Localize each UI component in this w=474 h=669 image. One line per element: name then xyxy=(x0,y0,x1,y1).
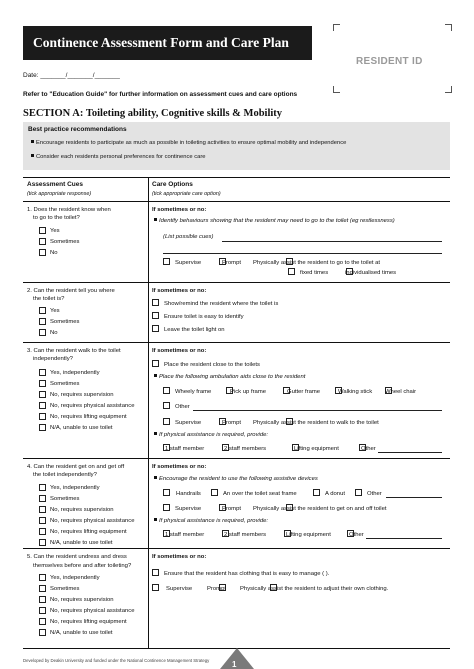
q3-aid-label: Pick up frame xyxy=(230,389,267,395)
q4-question: the toilet independently? xyxy=(33,472,97,478)
q3-option-label: No, requires lifting equipment xyxy=(50,414,127,420)
q3-other2-label: Other xyxy=(361,446,376,452)
q1-yes-checkbox[interactable] xyxy=(39,227,46,234)
bullet-icon xyxy=(154,374,157,377)
q3-aids-label: Place the following ambulation aids close to the resident xyxy=(154,374,305,380)
best-practice-heading: Best practice recommendations xyxy=(28,126,127,133)
q5-option-label: N/A, unable to use toilet xyxy=(50,630,113,636)
q3-if-label: If sometimes or no: xyxy=(152,348,207,354)
q4-other-line[interactable] xyxy=(386,497,442,498)
q2-care-label: Ensure toilet is easy to identify xyxy=(164,314,244,320)
q3-staff2-label: 2 staff members xyxy=(224,446,267,452)
best-practice-item: Encourage residents to participate as much as possible in toileting activities to ensure optimal mobility and independence xyxy=(31,140,346,146)
row-divider xyxy=(23,282,450,283)
crop-mark xyxy=(445,86,452,93)
q2-sometimes-checkbox[interactable] xyxy=(39,318,46,325)
q4-device-label: An over the toilet seat frame xyxy=(223,491,297,497)
q5-option-label: No, requires physical assistance xyxy=(50,608,135,614)
q5-option-checkbox[interactable] xyxy=(39,585,46,592)
bullet-icon xyxy=(31,140,34,143)
q1-question: to go to the toilet? xyxy=(33,215,80,221)
q3-aid-checkbox[interactable] xyxy=(163,387,170,394)
footer-credit: Developed by Deakin University and funded under the National Continence Management Strategy xyxy=(23,658,210,663)
q4-physical-label: Physically assist the resident to get on and off toilet xyxy=(253,506,387,512)
q3-staff1-label: 1 staff member xyxy=(165,446,205,452)
q1-sometimes-checkbox[interactable] xyxy=(39,238,46,245)
q5-physical-label: Physically assist the resident to adjust their own clothing. xyxy=(240,586,389,592)
best-practice-item: Consider each residents personal preferences for continence care xyxy=(31,154,206,160)
form-title: Continence Assessment Form and Care Plan xyxy=(23,26,312,60)
q3-aid-label: Gutter frame xyxy=(287,389,321,395)
q1-identify: Identify behaviours showing that the resident may need to go to the toilet (eg restlessness) xyxy=(154,218,395,224)
q5-question: 5. Can the resident undress and dress xyxy=(27,554,127,560)
row-divider xyxy=(23,458,450,459)
q3-option-checkbox[interactable] xyxy=(39,369,46,376)
q1-cues-line[interactable] xyxy=(163,253,442,254)
q2-option-label: Yes xyxy=(50,308,60,314)
q3-option-label: Sometimes xyxy=(50,381,80,387)
row-divider xyxy=(23,548,450,549)
q2-care-label: Show/remind the resident where the toilet is xyxy=(164,301,279,307)
q5-option-label: Sometimes xyxy=(50,586,80,592)
page-tab xyxy=(220,648,254,669)
q5-supervise-label: Supervise xyxy=(166,586,193,592)
q3-other-label: Other xyxy=(175,404,190,410)
q4-if-label: If sometimes or no: xyxy=(152,464,207,470)
q2-care-label: Leave the toilet light on xyxy=(164,327,225,333)
q1-supervise-checkbox[interactable] xyxy=(163,258,170,265)
bullet-icon xyxy=(154,476,157,479)
q5-clothing-checkbox[interactable] xyxy=(152,569,159,576)
q3-option-checkbox[interactable] xyxy=(39,391,46,398)
q5-option-checkbox[interactable] xyxy=(39,607,46,614)
q5-question: themselves before and after toileting? xyxy=(33,563,132,569)
best-practice-box xyxy=(23,122,450,170)
q1-physical-label: Physically assist the resident to go to the toilet at xyxy=(253,260,381,266)
q4-option-checkbox[interactable] xyxy=(39,539,46,546)
q4-device-checkbox[interactable] xyxy=(163,489,170,496)
q4-option-checkbox[interactable] xyxy=(39,528,46,535)
q4-option-label: No, requires lifting equipment xyxy=(50,529,127,535)
q4-option-label: No, requires physical assistance xyxy=(50,518,135,524)
q4-option-label: Yes, independently xyxy=(50,485,100,491)
q2-if-label: If sometimes or no: xyxy=(152,288,207,294)
q4-option-label: Sometimes xyxy=(50,496,80,502)
section-a-heading: SECTION A: Toileting ability, Cognitive skills & Mobility xyxy=(23,108,283,119)
q1-individual-label: individualised times xyxy=(345,270,397,276)
q1-fixed-label: fixed times xyxy=(300,270,329,276)
bullet-icon xyxy=(154,518,157,521)
q3-lifting-label: Lifting equipment xyxy=(294,446,339,452)
bullet-icon xyxy=(154,432,157,435)
q5-option-checkbox[interactable] xyxy=(39,629,46,636)
bullet-icon xyxy=(154,218,157,221)
q3-supervise-label: Supervise xyxy=(175,420,202,426)
q1-question: 1. Does the resident know when xyxy=(27,207,111,213)
q4-option-checkbox[interactable] xyxy=(39,495,46,502)
q3-option-label: No, requires supervision xyxy=(50,392,114,398)
q2-yes-checkbox[interactable] xyxy=(39,307,46,314)
q4-option-checkbox[interactable] xyxy=(39,484,46,491)
crop-mark xyxy=(333,24,340,31)
q4-option-label: No, requires supervision xyxy=(50,507,114,513)
q1-no-checkbox[interactable] xyxy=(39,249,46,256)
q5-option-checkbox[interactable] xyxy=(39,618,46,625)
care-header: Care Options xyxy=(152,181,193,188)
q3-aid-label: Wheely frame xyxy=(175,389,212,395)
q3-option-label: N/A, unable to use toilet xyxy=(50,425,113,431)
q4-other2-label: Other xyxy=(349,532,364,538)
q1-cues-line[interactable] xyxy=(222,241,442,242)
q5-option-checkbox[interactable] xyxy=(39,574,46,581)
q2-no-checkbox[interactable] xyxy=(39,329,46,336)
bullet-icon xyxy=(31,154,34,157)
q3-prompt-label: Prompt xyxy=(222,420,241,426)
q3-aid-label: Wheel chair xyxy=(385,389,417,395)
q3-assist-label: If physical assistance is required, provide: xyxy=(154,432,268,438)
q4-supervise-label: Supervise xyxy=(175,506,202,512)
row-divider xyxy=(23,342,450,343)
q1-prompt-label: Prompt xyxy=(222,260,241,266)
crop-mark xyxy=(333,86,340,93)
q2-question: the toilet is? xyxy=(33,296,65,302)
q4-assist-label: If physical assistance is required, provide: xyxy=(154,518,268,524)
care-subheader: (tick appropriate care option) xyxy=(152,191,221,197)
q1-list-label: (List possible cues) xyxy=(163,234,214,240)
q2-question: 2. Can the resident tell you where xyxy=(27,288,115,294)
q1-fixed-checkbox[interactable] xyxy=(288,268,295,275)
cues-header: Assessment Cues xyxy=(27,181,83,188)
q1-option-label: No xyxy=(50,250,58,256)
q1-option-label: Sometimes xyxy=(50,239,80,245)
crop-mark xyxy=(445,24,452,31)
q5-option-checkbox[interactable] xyxy=(39,596,46,603)
page-number: 1 xyxy=(232,660,237,669)
q1-option-label: Yes xyxy=(50,228,60,234)
q4-option-label: N/A, unable to use toilet xyxy=(50,540,113,546)
q2-care-checkbox[interactable] xyxy=(152,325,159,332)
resident-id-label: RESIDENT ID xyxy=(356,56,423,67)
q4-device-label: A donut xyxy=(325,491,345,497)
q3-supervise-checkbox[interactable] xyxy=(163,418,170,425)
q3-physical-label: Physically assist the resident to walk to the toilet xyxy=(253,420,379,426)
q3-option-label: Yes, independently xyxy=(50,370,100,376)
q3-option-checkbox[interactable] xyxy=(39,402,46,409)
q4-staff1-label: 1 staff member xyxy=(165,532,205,538)
q5-prompt-label: Prompt xyxy=(207,586,226,592)
q4-option-checkbox[interactable] xyxy=(39,517,46,524)
q4-lifting-label: Lifting equipment xyxy=(286,532,331,538)
q1-if-label: If sometimes or no: xyxy=(152,207,207,213)
q3-option-checkbox[interactable] xyxy=(39,413,46,420)
row-divider xyxy=(23,201,450,202)
q4-device-checkbox[interactable] xyxy=(313,489,320,496)
q3-place-label: Place the resident close to the toilets xyxy=(164,362,260,368)
q3-other-checkbox[interactable] xyxy=(163,402,170,409)
q4-device-checkbox[interactable] xyxy=(355,489,362,496)
q4-other2-line[interactable] xyxy=(366,538,442,539)
q4-staff2-label: 2 staff members xyxy=(224,532,267,538)
q4-question: 4. Can the resident get on and get off xyxy=(27,464,125,470)
q3-aid-label: Walking stick xyxy=(338,389,373,395)
q3-option-checkbox[interactable] xyxy=(39,380,46,387)
q4-supervise-checkbox[interactable] xyxy=(163,504,170,511)
q4-prompt-label: Prompt xyxy=(222,506,241,512)
q3-option-checkbox[interactable] xyxy=(39,424,46,431)
q3-place-checkbox[interactable] xyxy=(152,360,159,367)
q4-device-label: Handrails xyxy=(176,491,201,497)
q3-option-label: No, requires physical assistance xyxy=(50,403,135,409)
q5-supervise-checkbox[interactable] xyxy=(152,584,159,591)
q3-question: independently? xyxy=(33,356,73,362)
q2-care-checkbox[interactable] xyxy=(152,312,159,319)
q4-option-checkbox[interactable] xyxy=(39,506,46,513)
q4-device-checkbox[interactable] xyxy=(211,489,218,496)
q3-question: 3. Can the resident walk to the toilet xyxy=(27,348,121,354)
q5-clothing-label: Ensure that the resident has clothing that is easy to manage ( ). xyxy=(164,571,330,577)
refer-note: Refer to "Education Guide" for further information on assessment cues and care options xyxy=(23,91,298,98)
q2-option-label: Sometimes xyxy=(50,319,80,325)
q3-other2-line[interactable] xyxy=(378,452,442,453)
column-divider xyxy=(148,177,149,648)
q5-if-label: If sometimes or no: xyxy=(152,554,207,560)
q2-option-label: No xyxy=(50,330,58,336)
q4-encourage-label: Encourage the resident to use the following assistive devices xyxy=(154,476,318,482)
date-field[interactable]: Date: _______/_______/_______ xyxy=(23,72,120,79)
cues-subheader: (tick appropriate response) xyxy=(27,191,92,197)
q1-supervise-label: Supervise xyxy=(175,260,202,266)
q5-option-label: Yes, independently xyxy=(50,575,100,581)
q2-care-checkbox[interactable] xyxy=(152,299,159,306)
q5-option-label: No, requires supervision xyxy=(50,597,114,603)
q3-other-line[interactable] xyxy=(193,410,442,411)
q5-option-label: No, requires lifting equipment xyxy=(50,619,127,625)
q4-device-label: Other xyxy=(367,491,382,497)
